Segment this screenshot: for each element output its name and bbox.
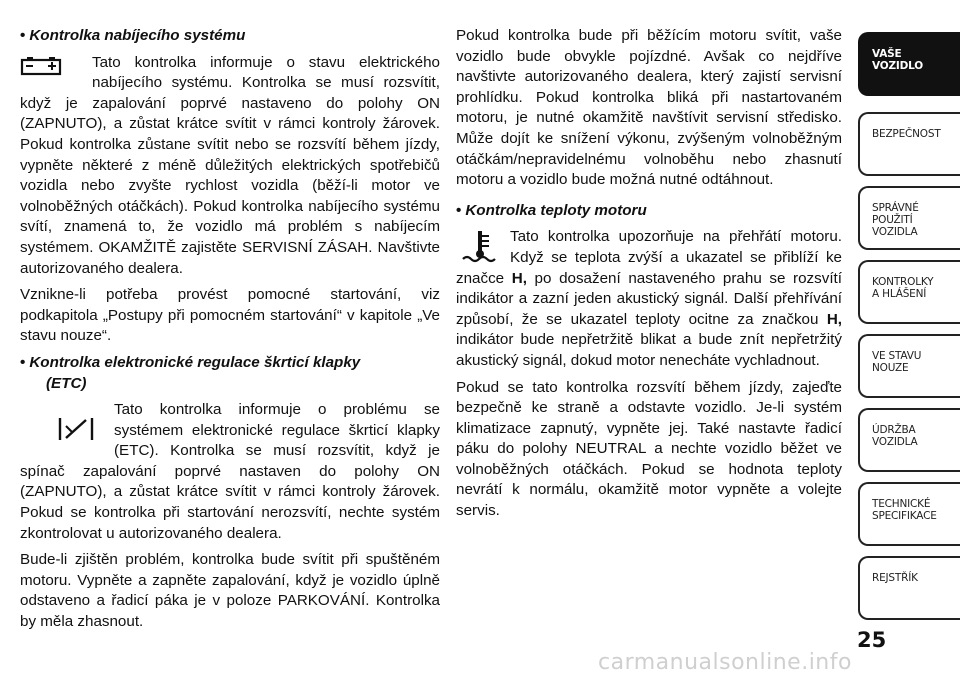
tab-bezpecnost[interactable]: [858, 112, 960, 176]
tab-rejstrik[interactable]: [858, 556, 960, 620]
tab-label: TECHNICKÉ: [872, 498, 931, 510]
paragraph-etc: [20, 400, 440, 544]
etc-body-text: Tato kontrolka informuje o problému se systémem elektronické regulace škrticí klapky (ETC). Kontrolka se musí rozsvítit, když je spínač zapalování poprvé nastaven do polohy ON (ZAPNUTO), a zůstat krátce svítit v rámci kontroly žárovek. Pokud se kontrolka při startování nerozsvítí, nechte systém zkontrolovat u autorizovaného dealera.: [20, 401, 440, 542]
tab-label: ÚDRŽBA: [872, 424, 916, 436]
heading-text: Kontrolka elektronické regulace škrticí klapky: [29, 353, 361, 371]
paragraph-charging-system: [20, 53, 440, 280]
tab-label: SPECIFIKACE: [872, 510, 937, 522]
temperature-body-text-c: indikátor bude nepřetržitě blikat a bude znít nepřetržitý akustický signál, dokud motor nenecháte vychladnout.: [456, 331, 842, 369]
section-heading-etc: [20, 353, 440, 394]
throttle-icon: [56, 414, 96, 444]
paragraph-temperature: [456, 227, 842, 371]
heading-text: Kontrolka nabíjecího systému: [29, 27, 246, 44]
section-heading-charging: [20, 26, 440, 47]
paragraph-etc-problem: Bude-li zjištěn problém, kontrolka bude svítit při spuštěném motoru. Vypněte a zapněte zapalování, když je vozidlo úplně odstaveno a řadicí páka je v poloze PARKOVÁNÍ. Kontrolka by měla zhasnout.: [20, 551, 440, 631]
bullet: •: [20, 27, 26, 44]
tab-technicke-specifikace[interactable]: [858, 482, 960, 546]
paragraph-overheat-action: Pokud se tato kontrolka rozsvítí během jízdy, zajeďte bezpečně ke straně a odstavte vozidlo. Je-li systém klimatizace zapnutý, vypněte jej. Také nastavte řadicí páku do polohy NEUTRAL a nechte vozidlo běžet ve volnoběžných otáčkách. Pokud se hodnota teploty nevrátí k normálu, okamžitě motor vypněte a volejte servis.: [456, 378, 842, 520]
temperature-body-text-a: Tato kontrolka upozorňuje na přehřátí motoru. Když se teplota zvýší a ukazatel se přiblíží ke značce: [456, 228, 842, 287]
tab-label: POUŽITÍ: [872, 214, 913, 226]
tab-label: VOZIDLA: [872, 436, 918, 448]
temperature-body-text-b: po dosažení nastaveného prahu se rozsvítí indikátor a zazní jeden akustický signál. Další přehřívání způsobí, že se ukazatel teploty ocitne za značkou: [456, 269, 842, 328]
tab-label: REJSTŘÍK: [872, 572, 918, 584]
tab-vase-vozidlo[interactable]: [858, 32, 960, 96]
chapter-tabs: [858, 0, 960, 678]
engine-temperature-icon: [460, 229, 500, 265]
paragraph-etc-continued: Pokud kontrolka bude při běžícím motoru svítit, vaše vozidlo bude obvykle pojízdné. Avšak co nejdříve navštivte autorizovaného dealera, který zajistí servisní prohlídku. Pokud kontrolka bliká při nastartovaném motoru, je nutné okamžitě navštívit servisní středisko. Může dojít ke snížení výkonu, zvýšeným volnoběžným otáčkám/nepravidelnému volnoběhu nebo zhasnutí motoru a vozidlo bude možná nutné odtáhnout.: [456, 27, 842, 189]
tab-label: VOZIDLA: [872, 226, 918, 238]
tab-label: VOZIDLO: [872, 60, 923, 72]
section-heading-temperature: [456, 201, 842, 222]
page-number: 25: [857, 628, 887, 652]
charging-body-text: Tato kontrolka informuje o stavu elektrického nabíjecího systému. Kontrolka se musí rozsvítit, když je zapalování poprvé nastaveno do polohy ON (ZAPNUTO), a zůstat krátce svítit v rámci kontroly žárovek. Pokud kontrolka zůstane svítit nebo se rozsvítí během jízdy, vypněte některé z méně důležitých elektrických spotřebičů vozidla nebo zvyšte rychlost vozidla (běží-li motor ve volnoběžných otáčkách). Pokud kontrolka nabíjecího systému svítí, znamená to, že vozidlo má problém s nabíjecím systémem. OKAMŽITĚ zajistěte SERVISNÍ ZÁSAH. Navštivte autorizovaného dealera.: [20, 53, 440, 277]
watermark: carmanualsonline.info: [598, 650, 852, 675]
hot-mark-label: H,: [826, 310, 842, 328]
battery-icon: [20, 55, 84, 77]
right-column: [456, 26, 842, 528]
tab-udrzba[interactable]: [858, 408, 960, 472]
tab-label: BEZPEČNOST: [872, 128, 941, 140]
tab-label: NOUZE: [872, 362, 909, 374]
heading-text-line2: (ETC): [46, 374, 87, 392]
heading-text: Kontrolka teploty motoru: [465, 201, 647, 219]
left-column: [20, 26, 440, 639]
tab-kontrolky[interactable]: [858, 260, 960, 324]
tab-label: VAŠE: [872, 48, 902, 60]
tab-ve-stavu-nouze[interactable]: [858, 334, 960, 398]
tab-label: SPRÁVNÉ: [872, 202, 919, 214]
paragraph-jump-start: Vznikne-li potřeba provést pomocné startování, viz podkapitola „Postupy při pomocném startování“ v kapitole „Ve stavu nouze“.: [20, 286, 440, 345]
tab-label: A HLÁŠENÍ: [872, 288, 927, 300]
hot-mark-label: H,: [511, 269, 527, 287]
tab-spravne-pouziti[interactable]: [858, 186, 960, 250]
bullet: •: [456, 201, 462, 219]
tab-label: VE STAVU: [872, 350, 922, 362]
bullet: •: [20, 353, 26, 371]
tab-label: KONTROLKY: [872, 276, 934, 288]
